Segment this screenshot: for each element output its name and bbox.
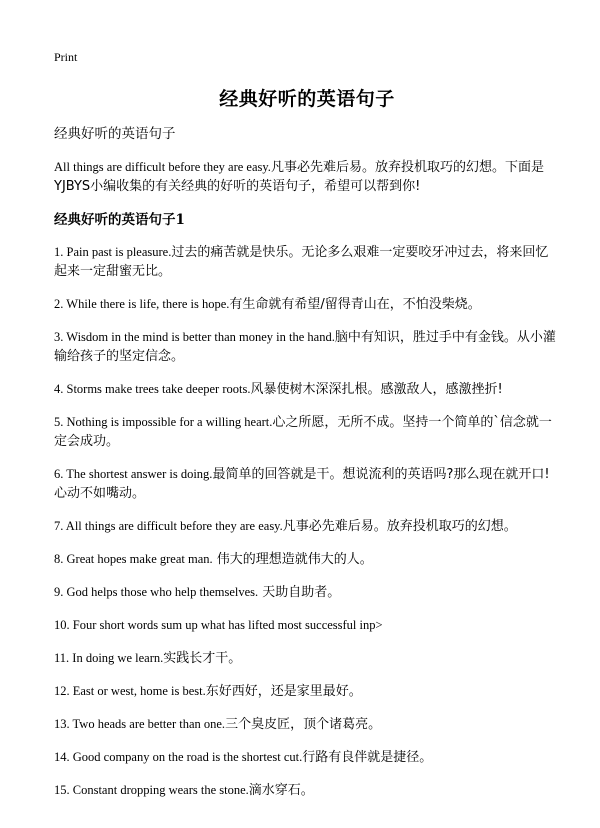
- item-chinese: 实践长才干。: [163, 651, 242, 666]
- item-english: 10. Four short words sum up what has lifted most successful inp>: [54, 618, 383, 632]
- item-chinese: 过去的痛苦就是快乐。无论多么艰难一定要咬牙冲过去，将来回忆起来一定甜蜜无比。: [54, 245, 549, 279]
- item-english: 15. Constant dropping wears the stone.: [54, 783, 249, 797]
- list-item: [54, 616, 560, 635]
- intro-english: All things are difficult before they are easy.: [54, 160, 271, 174]
- list-item: [54, 295, 560, 314]
- item-english: 14. Good company on the road is the shortest cut.: [54, 750, 303, 764]
- list-item: [54, 328, 560, 366]
- item-chinese: 最简单的回答就是干。想说流利的英语吗?那么现在就开口!心动不如嘴动。: [54, 467, 550, 501]
- item-chinese: 脑中有知识，胜过手中有金钱。从小灌输给孩子的坚定信念。: [54, 330, 556, 364]
- item-chinese: 风暴使树木深深扎根。感激敌人，感激挫折!: [250, 382, 503, 397]
- section-heading: 经典好听的英语句子1: [54, 212, 185, 228]
- list-item: [54, 465, 560, 503]
- item-chinese: 三个臭皮匠，顶个诸葛亮。: [225, 717, 382, 732]
- list-item: [54, 715, 560, 734]
- list-item: [54, 517, 560, 536]
- item-chinese: 凡事必先难后易。放弃投机取巧的幻想。: [282, 519, 517, 534]
- item-chinese: 天助自助者。: [258, 585, 341, 600]
- item-english: 2. While there is life, there is hope.: [54, 297, 230, 311]
- item-english: 5. Nothing is impossible for a willing heart.: [54, 415, 273, 429]
- item-chinese: 心之所愿，无所不成。坚持一个简单的`信念就一定会成功。: [54, 415, 552, 449]
- sentence-list: [54, 243, 560, 800]
- item-english: 8. Great hopes make great man.: [54, 552, 213, 566]
- item-english: 11. In doing we learn.: [54, 651, 164, 665]
- list-item: [54, 748, 560, 767]
- item-chinese: 行路有良伴就是捷径。: [302, 750, 433, 765]
- item-english: 12. East or west, home is best.: [54, 684, 206, 698]
- item-chinese: 滴水穿石。: [248, 783, 314, 798]
- list-item: [54, 649, 560, 668]
- item-chinese: 有生命就有希望/留得青山在，不怕没柴烧。: [229, 297, 481, 312]
- item-english: 7. All things are difficult before they are easy.: [54, 519, 283, 533]
- item-english: 4. Storms make trees take deeper roots.: [54, 382, 251, 396]
- item-english: 9. God helps those who help themselves.: [54, 585, 259, 599]
- list-item: [54, 583, 560, 602]
- page-title: 经典好听的英语句子: [219, 88, 395, 110]
- intro-paragraph: [54, 158, 560, 196]
- item-chinese: 伟大的理想造就伟大的人。: [212, 552, 373, 567]
- list-item: [54, 550, 560, 569]
- print-link[interactable]: Print: [54, 50, 78, 64]
- list-item: [54, 781, 560, 800]
- item-english: 13. Two heads are better than one.: [54, 717, 226, 731]
- list-item: [54, 243, 560, 281]
- item-english: 1. Pain past is pleasure.: [54, 245, 172, 259]
- item-english: 3. Wisdom in the mind is better than money in the hand.: [54, 330, 335, 344]
- item-chinese: 东好西好，还是家里最好。: [205, 684, 362, 699]
- item-english: 6. The shortest answer is doing.: [54, 467, 213, 481]
- list-item: [54, 380, 560, 399]
- list-item: [54, 682, 560, 701]
- document-subtitle: 经典好听的英语句子: [54, 126, 176, 142]
- list-item: [54, 413, 560, 451]
- intro-chinese: 凡事必先难后易。放弃投机取巧的幻想。下面是YJBYS小编收集的有关经典的好听的英语句子，希望可以帮到你!: [54, 160, 544, 194]
